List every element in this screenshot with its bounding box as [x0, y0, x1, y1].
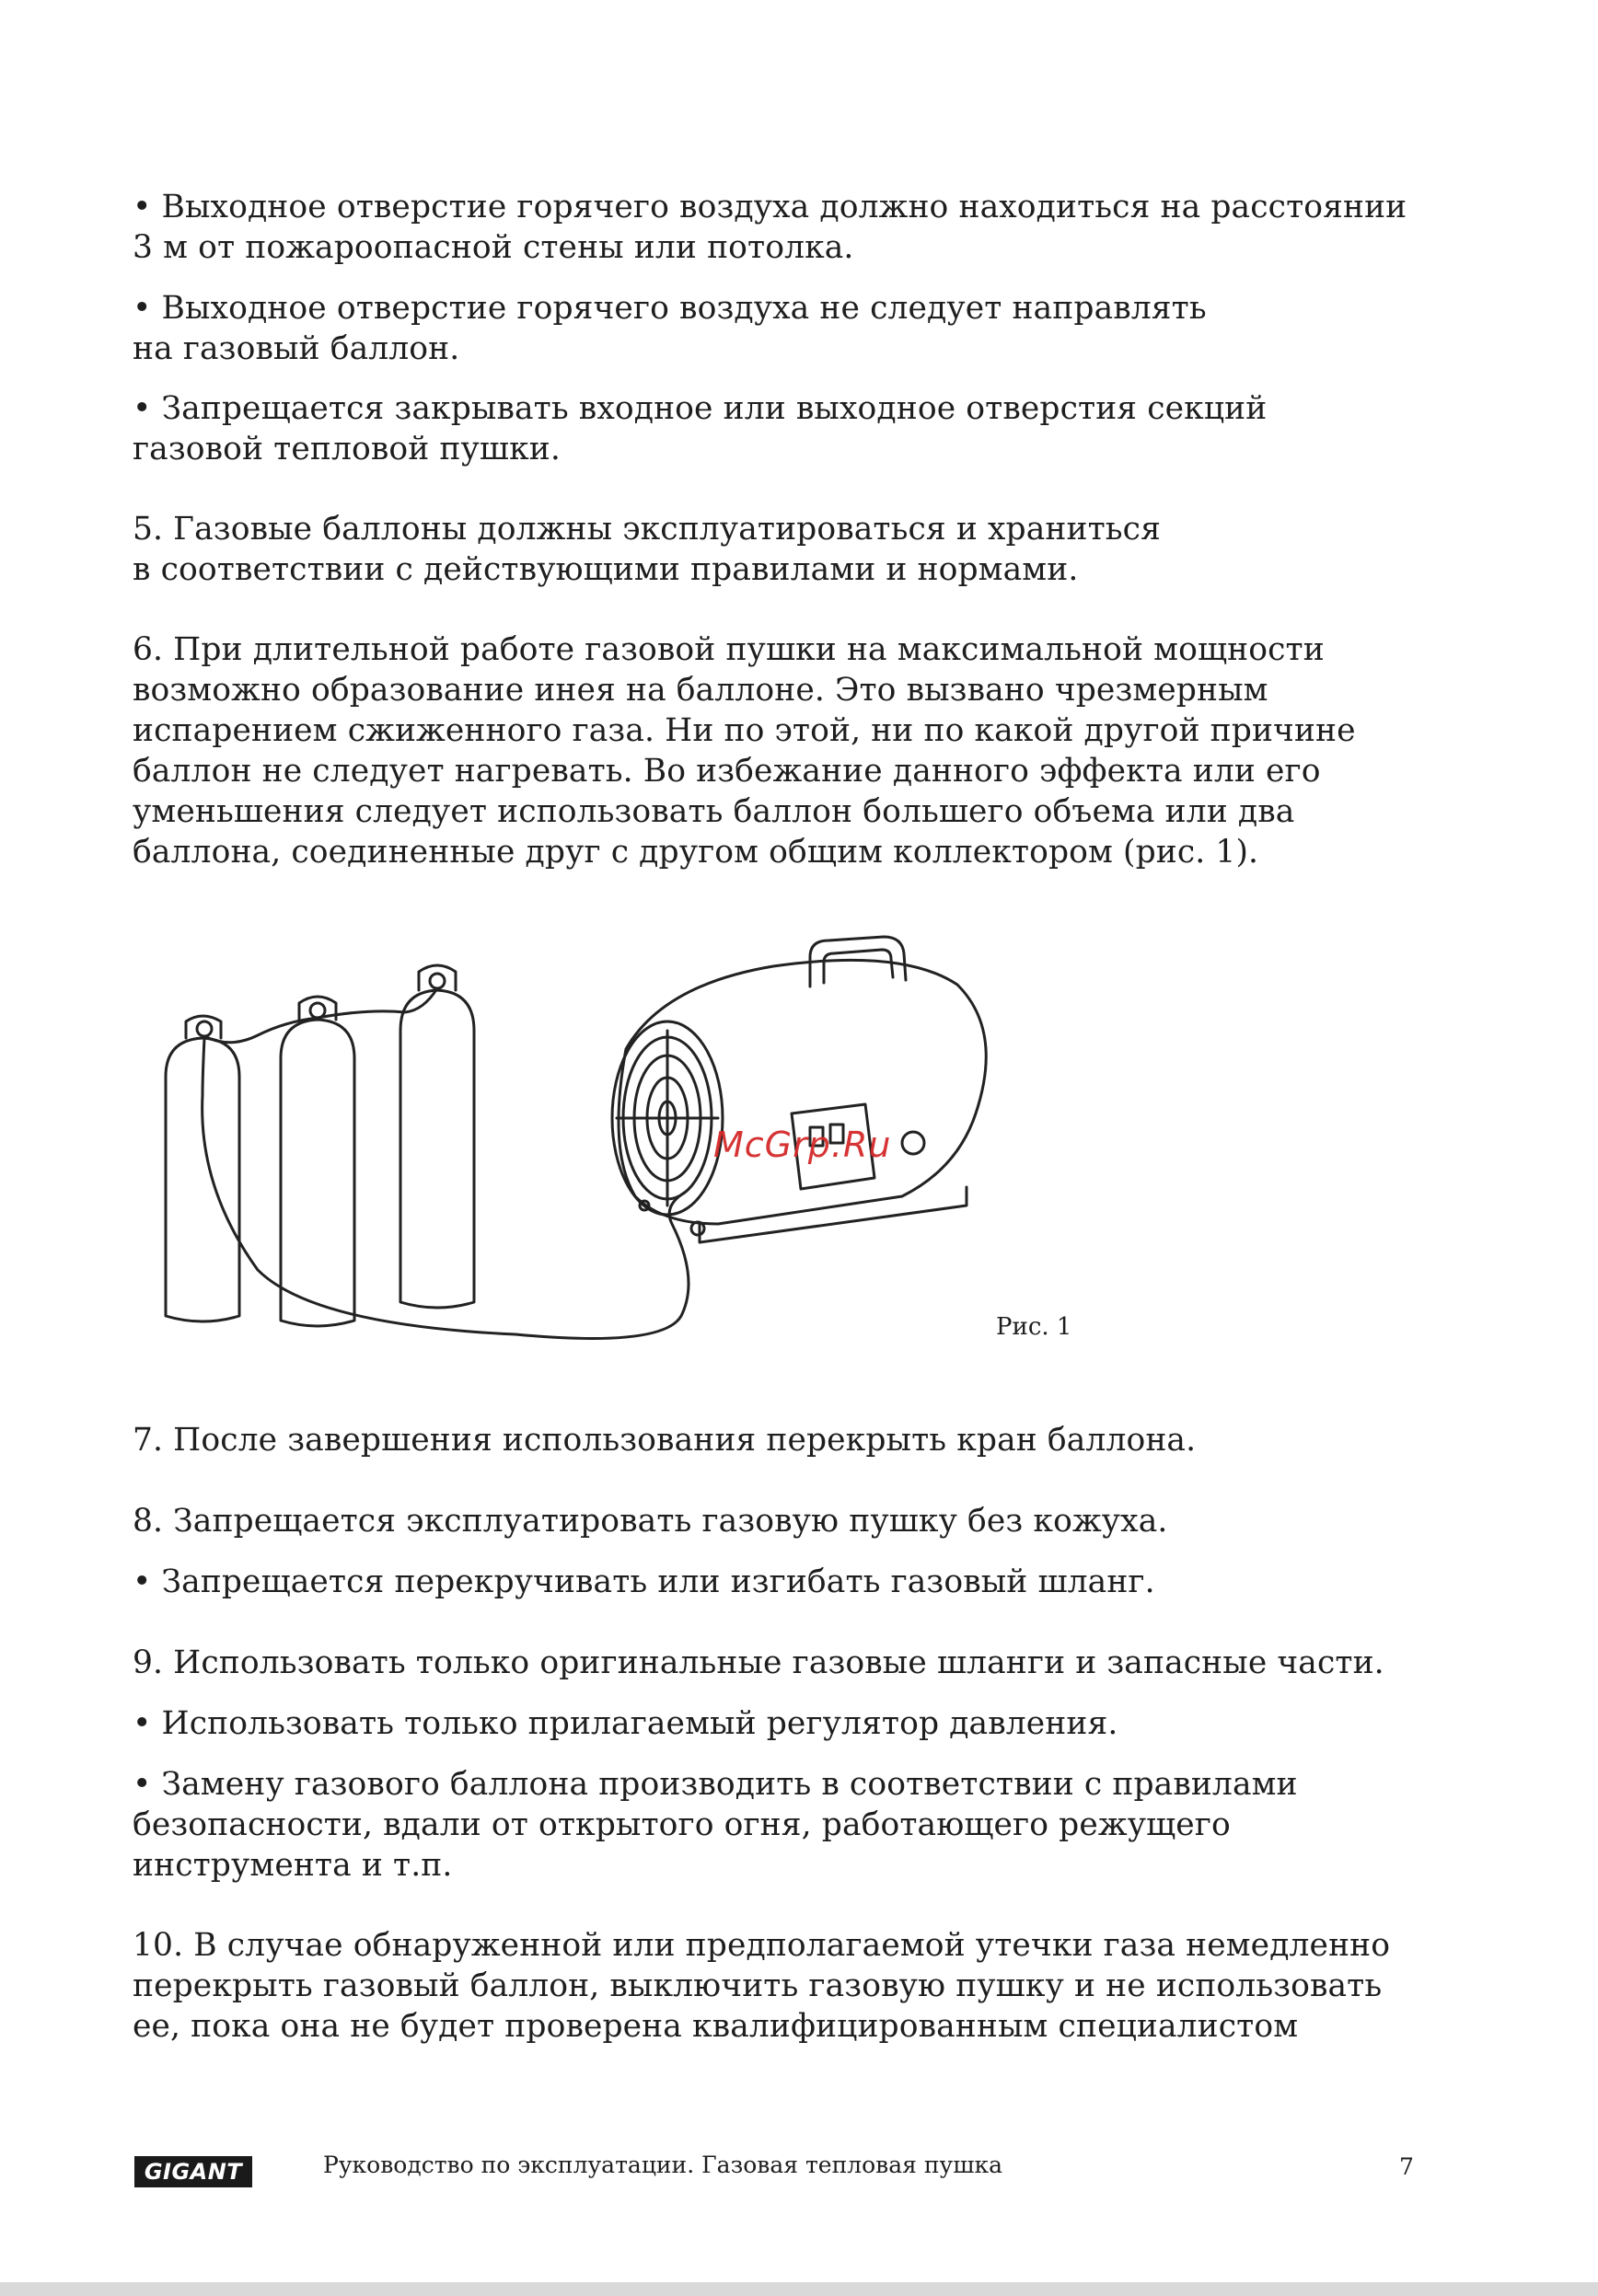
safety-bullet-3: • Запрещается закрывать входное или выходное отверстия секций газовой тепловой пушки. — [133, 390, 1268, 467]
rule-9-bullet-1: • Использовать только прилагаемый регулятор давления. — [133, 1705, 1118, 1742]
gigant-logo: GIGANT — [134, 2156, 252, 2187]
rule-9-bullet-2: • Замену газового баллона производить в соответствии с правилами безопасности, вдали от открытого огня, работающего режущего инструмента и т.п. — [133, 1766, 1298, 1884]
rule-8: 8. Запрещается эксплуатировать газовую пушку без кожуха. — [133, 1503, 1168, 1540]
gas-cylinder-2 — [281, 1020, 354, 1326]
page-bottom-edge — [0, 2282, 1598, 2296]
watermark: McGrp.Ru — [713, 1125, 892, 1165]
rule-10: 10. В случае обнаруженной или предполагаемой утечки газа немедленно перекрыть газовый баллон, выключить газовую пушку и не использовать ее, пока она не будет проверена квалифицированным специалистом — [133, 1927, 1391, 2045]
gas-heater-illustration — [147, 929, 1077, 1362]
gas-cylinder-3 — [400, 990, 474, 1308]
safety-bullet-1: • Выходное отверстие горячего воздуха должно находиться на расстоянии 3 м от пожароопасной стены или потолка. — [133, 189, 1407, 266]
rule-8-bullet: • Запрещается перекручивать или изгибать газовый шланг. — [133, 1563, 1155, 1600]
rule-6: 6. При длительной работе газовой пушки на максимальной мощности возможно образование инея на баллоне. Это вызвано чрезмерным испарением сжиженного газа. Ни по этой, ни по какой другой причине баллон не следует нагревать. Во избежание данного эффекта или его уменьшения следует использовать баллон большего объема или два баллона, соединенные друг с другом общим коллектором (рис. 1). — [133, 631, 1356, 871]
footer-title: Руководство по эксплуатации. Газовая тепловая пушка — [323, 2152, 1003, 2178]
safety-bullet-2: • Выходное отверстие горячего воздуха не следует направлять на газовый баллон. — [133, 290, 1207, 367]
figure-caption: Рис. 1 — [996, 1313, 1072, 1341]
rule-5: 5. Газовые баллоны должны эксплуатироваться и храниться в соответствии с действующими правилами и нормами. — [133, 511, 1161, 588]
rule-7: 7. После завершения использования перекрыть кран баллона. — [133, 1422, 1197, 1459]
rule-9: 9. Использовать только оригинальные газовые шланги и запасные части. — [133, 1644, 1384, 1681]
heater-body — [619, 960, 986, 1224]
page-number: 7 — [1399, 2153, 1414, 2180]
figure-gas-heater-cylinders — [147, 929, 1077, 1362]
